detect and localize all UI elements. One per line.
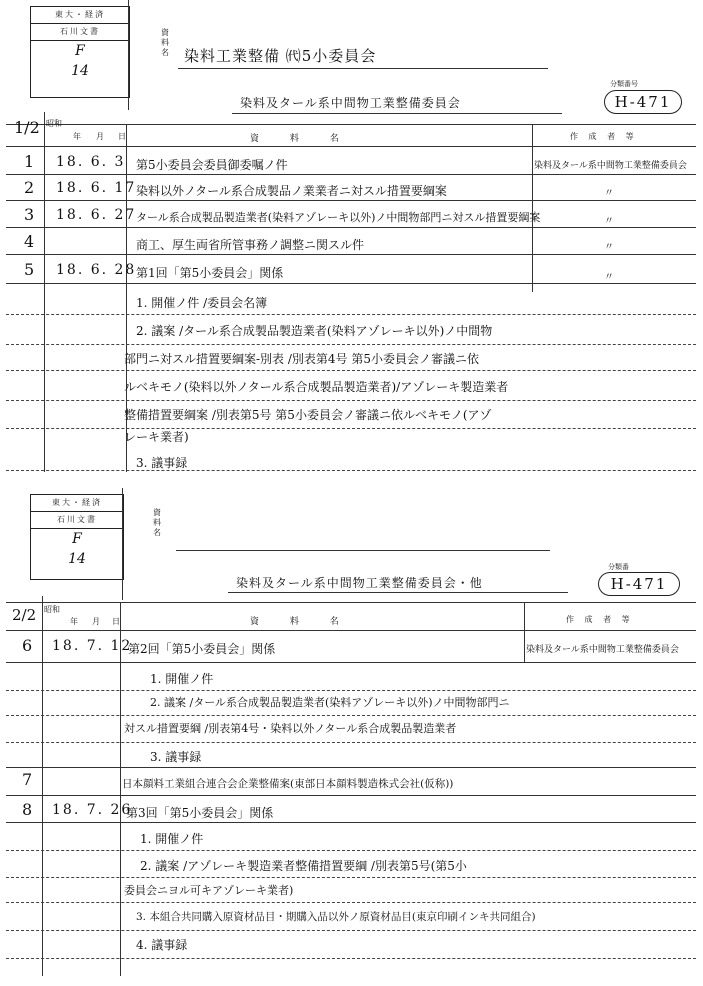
- row-5-text: 第1回「第5小委員会」関係: [136, 266, 284, 280]
- col2-divider-date: [120, 602, 121, 976]
- row2-line: [6, 690, 696, 691]
- row-4-no: 4: [24, 232, 35, 251]
- subtitle-underline: [232, 113, 562, 114]
- row-1-text: 第5小委員会委員御委嘱ノ件: [136, 158, 288, 172]
- page-number-2: 2/2: [12, 606, 37, 624]
- header-author: 作 成 者 等: [570, 132, 638, 141]
- row-line: [6, 370, 696, 371]
- stamp-line-3: F: [75, 43, 85, 59]
- sub-item: 1. 開催ノ件 /委員会名簿: [136, 296, 268, 310]
- row-7-no: 7: [22, 770, 33, 789]
- row-1-author: 染料及タール系中間物工業整備委員会: [534, 161, 687, 171]
- row2-line: [6, 795, 696, 796]
- row-line: [6, 254, 696, 255]
- sub-item-6: 1. 開催ノ件: [150, 672, 214, 686]
- header2-author: 作 成 者 等: [566, 615, 634, 624]
- row-6-author: 染料及タール系中間物工業整備委員会: [526, 645, 679, 655]
- row-line: [6, 400, 696, 401]
- class-label-2: 分類番: [608, 563, 629, 571]
- class-label: 分類番号: [610, 80, 638, 88]
- row-3-author: 〃: [604, 216, 614, 227]
- row-line: [6, 200, 696, 201]
- sub-item-8: 4. 議事録: [136, 938, 188, 952]
- sub-item: レーキ業者): [124, 430, 189, 444]
- header2-day: 日: [112, 617, 120, 626]
- row-4-text: 商工、厚生両省所管事務ノ調整ニ関スル件: [136, 238, 365, 252]
- row-8-text: 第3回「第5小委員会」関係: [126, 806, 274, 820]
- header2-month: 月: [92, 617, 100, 626]
- row2-line: [6, 930, 696, 931]
- row-2-author: 〃: [604, 188, 614, 199]
- shiryomei-label-2: 資料名: [153, 508, 161, 537]
- row-line: [6, 344, 696, 345]
- header-month: 月: [96, 132, 104, 141]
- row-line: [6, 428, 696, 429]
- row-line: [6, 283, 696, 284]
- subtitle-underline-2: [228, 592, 568, 593]
- sub-item-6: 2. 議案 /タール系合成製品製造業者(染料アゾレーキ以外)ノ中間物部門ニ: [150, 696, 510, 709]
- row-2-no: 2: [24, 178, 35, 197]
- row-1-no: 1: [24, 152, 35, 171]
- header2-bottom-border: [6, 630, 696, 631]
- row-7-text: 日本顔料工業組合連合会企業整備案(東部日本顔料製造株式会社(仮称)): [122, 778, 454, 790]
- row-5-no: 5: [24, 260, 35, 279]
- row-5-author: 〃: [604, 272, 614, 283]
- header-era: 昭和: [46, 119, 62, 128]
- sub-item-6: 対スル措置要綱 /別表第4号・染料以外ノタール系合成製品製造業者: [124, 722, 457, 735]
- archive-stamp-2: [30, 494, 124, 580]
- document-title: 染料工業整備 ㈹5小委員会: [184, 47, 377, 65]
- row-6-text: 第2回「第5小委員会」関係: [128, 642, 276, 656]
- row2-line: [6, 767, 696, 768]
- table2-top-border: [6, 602, 696, 603]
- sub-item: ルベキモノ(染料以外ノタール系合成製品製造業者)/アゾレーキ製造業者: [124, 380, 509, 394]
- row-line: [6, 174, 696, 175]
- stamp-line-1: 東大・経済: [31, 7, 129, 24]
- row2-line: [6, 902, 696, 903]
- header-year: 年: [73, 132, 81, 141]
- sub-item: 整備措置要綱案 /別表第5号 第5小委員会ノ審議ニ依ルベキモノ(アゾ: [124, 408, 492, 422]
- document-subtitle: 染料及タール系中間物工業整備委員会: [240, 96, 461, 110]
- document-subtitle-2: 染料及タール系中間物工業整備委員会・他: [236, 576, 483, 590]
- row-line: [6, 227, 696, 228]
- row-5-date: 18. 6. 28: [56, 262, 137, 278]
- stamp-line-4: 14: [71, 63, 89, 79]
- title-underline-2: [176, 550, 550, 551]
- sub-item-8: 委員会ニヨル可キアゾレーキ業者): [124, 884, 294, 897]
- class-code: H-471: [604, 90, 682, 114]
- archive-stamp: [30, 6, 130, 98]
- class-code-2: H-471: [598, 572, 680, 596]
- row2-line: [6, 958, 696, 959]
- sub-item-8: 1. 開催ノ件: [140, 832, 204, 846]
- row-line: [6, 314, 696, 315]
- title-underline: [178, 68, 548, 69]
- shiryomei-label: 資料名: [161, 28, 169, 57]
- stamp-divider: [128, 0, 129, 110]
- row-line: [6, 470, 696, 471]
- stamp2-divider: [122, 488, 123, 600]
- row2-line: [6, 850, 696, 851]
- stamp-line-2: 石川文書: [31, 24, 129, 41]
- sub-item: 2. 議案 /タール系合成製品製造業者(染料アゾレーキ以外)ノ中間物: [136, 324, 493, 338]
- row-6-date: 18. 7. 12: [52, 638, 133, 654]
- row-1-date: 18. 6. 3: [56, 154, 126, 170]
- row2-line: [6, 877, 696, 878]
- row-3-date: 18. 6. 27: [56, 207, 137, 223]
- col2-divider-no: [42, 596, 43, 976]
- header-bottom-border: [6, 146, 696, 147]
- row-4-author: 〃: [604, 242, 614, 253]
- stamp2-line-1: 東大・経済: [31, 495, 123, 512]
- sub-item-8: 3. 本組合共同購入原資材品目・期購入品以外ノ原資材品目(東京印刷インキ共同組合): [136, 911, 536, 923]
- col-divider-no: [44, 112, 45, 472]
- row-8-no: 8: [22, 800, 33, 819]
- row2-line: [6, 662, 696, 663]
- header2-name: 資 料 名: [250, 617, 353, 627]
- sub-item: 部門ニ対スル措置要綱案-別表 /別表第4号 第5小委員会ノ審議ニ依: [124, 352, 479, 366]
- sub-item: 3. 議事録: [136, 456, 188, 470]
- row2-line: [6, 822, 696, 823]
- stamp2-line-2: 石川文書: [31, 512, 123, 529]
- col-divider-author: [532, 124, 533, 292]
- row-6-no: 6: [22, 636, 33, 655]
- header2-year: 年: [70, 617, 78, 626]
- header2-era: 昭和: [44, 605, 60, 614]
- row-3-text: タール系合成製品製造業者(染料アゾレーキ以外)ノ中間物部門ニ対スル措置要綱案: [136, 211, 541, 224]
- header-name: 資 料 名: [250, 134, 353, 144]
- stamp2-line-4: 14: [68, 551, 86, 567]
- stamp2-line-3: F: [72, 531, 82, 547]
- header-day: 日: [118, 132, 126, 141]
- page-number: 1/2: [14, 118, 40, 137]
- table-top-border: [6, 124, 696, 125]
- row-2-text: 染料以外ノタール系合成製品ノ業業者ニ対スル措置要綱案: [136, 184, 447, 198]
- row-2-date: 18. 6. 17: [56, 180, 137, 196]
- sub-item-8: 2. 議案 /アゾレーキ製造業者整備措置要綱 /別表第5号(第5小: [140, 859, 467, 873]
- row-3-no: 3: [24, 205, 35, 224]
- row-8-date: 18. 7. 26: [52, 802, 133, 818]
- col2-divider-author: [524, 602, 525, 662]
- row2-line: [6, 742, 696, 743]
- row2-line: [6, 715, 696, 716]
- sub-item-6: 3. 議事録: [150, 750, 202, 764]
